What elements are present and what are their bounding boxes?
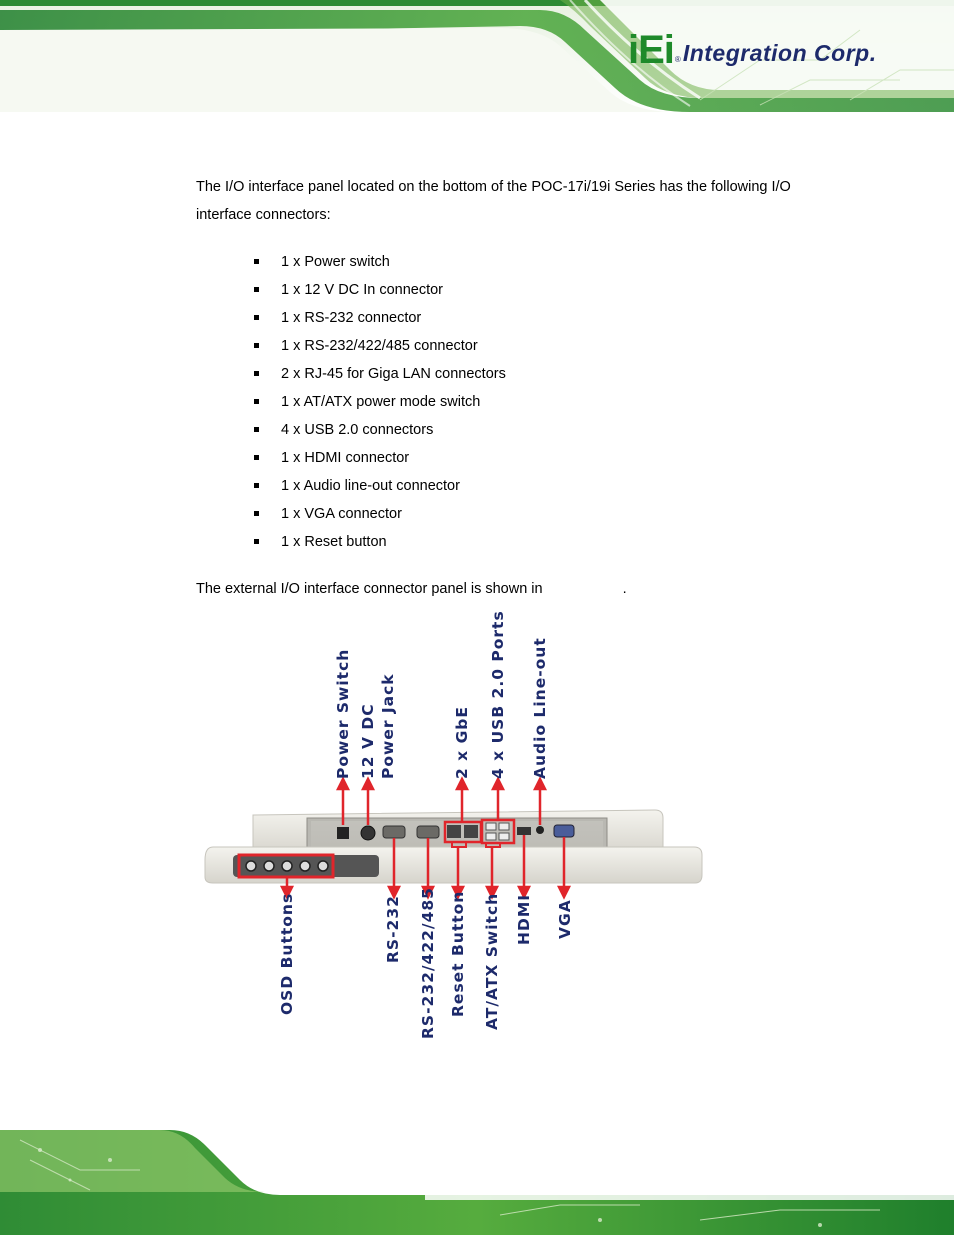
label-vga: VGA xyxy=(556,899,574,939)
bullet-square-icon xyxy=(254,539,259,544)
bullet-square-icon xyxy=(254,511,259,516)
intro-paragraph: The I/O interface panel located on the bottom of the POC-17i/19i Series has the following I/O interface connectors: xyxy=(196,179,791,223)
label-power-switch: Power Switch xyxy=(334,648,352,779)
bullet-square-icon xyxy=(254,343,259,348)
vga-port-icon xyxy=(554,825,574,837)
label-gbe: 2 x GbE xyxy=(453,706,471,779)
list-item: 1 x RS-232/422/485 connector xyxy=(252,332,506,360)
label-hdmi: HDMI xyxy=(515,893,533,945)
list-item: 2 x RJ-45 for Giga LAN connectors xyxy=(252,360,506,388)
bullet-square-icon xyxy=(254,455,259,460)
company-logo xyxy=(628,30,877,70)
label-atatx: AT/ATX Switch xyxy=(483,892,501,1030)
list-item: 1 x AT/ATX power mode switch xyxy=(252,388,506,416)
label-rs422: RS-232/422/485 xyxy=(419,887,437,1039)
label-osd: OSD Buttons xyxy=(278,892,296,1015)
list-item: 4 x USB 2.0 connectors xyxy=(252,416,506,444)
logo-mark: iEi xyxy=(628,28,674,72)
bullet-square-icon xyxy=(254,315,259,320)
rs232-port-icon xyxy=(383,826,405,838)
list-item: 1 x VGA connector xyxy=(252,500,506,528)
label-reset: Reset Button xyxy=(449,890,467,1017)
label-dc-line2: Power Jack xyxy=(379,673,397,779)
bullet-square-icon xyxy=(254,259,259,264)
bullet-square-icon xyxy=(254,483,259,488)
bullet-square-icon xyxy=(254,399,259,404)
bullet-square-icon xyxy=(254,427,259,432)
connector-list xyxy=(252,248,506,556)
rs422-port-icon xyxy=(417,826,439,838)
panel-reference-paragraph: The external I/O interface connector panel is shown in . xyxy=(196,581,627,597)
list-item: 1 x RS-232 connector xyxy=(252,304,506,332)
hdmi-port-icon xyxy=(517,827,531,835)
list-item: 1 x Power switch xyxy=(252,248,506,276)
power-switch-icon xyxy=(337,827,349,839)
io-panel-figure xyxy=(195,610,715,1045)
list-item: 1 x 12 V DC In connector xyxy=(252,276,506,304)
logo-text: Integration Corp. xyxy=(682,39,877,66)
header-banner xyxy=(0,0,954,112)
footer-banner-graphic xyxy=(0,1130,954,1235)
label-audio: Audio Line-out xyxy=(531,637,549,779)
label-usb: 4 x USB 2.0 Ports xyxy=(489,610,507,779)
list-item: 1 x Reset button xyxy=(252,528,506,556)
logo-registered: ® xyxy=(674,54,681,64)
lan-port-icon xyxy=(447,825,461,838)
audio-jack-icon xyxy=(536,826,544,834)
bullet-square-icon xyxy=(254,371,259,376)
footer-banner xyxy=(0,1130,954,1235)
bullet-square-icon xyxy=(254,287,259,292)
list-item: 1 x HDMI connector xyxy=(252,444,506,472)
dc-jack-icon xyxy=(361,826,375,840)
lan-port-icon xyxy=(464,825,478,838)
list-item: 1 x Audio line-out connector xyxy=(252,472,506,500)
label-dc-line1: 12 V DC xyxy=(359,703,377,779)
label-rs232: RS-232 xyxy=(384,895,402,963)
